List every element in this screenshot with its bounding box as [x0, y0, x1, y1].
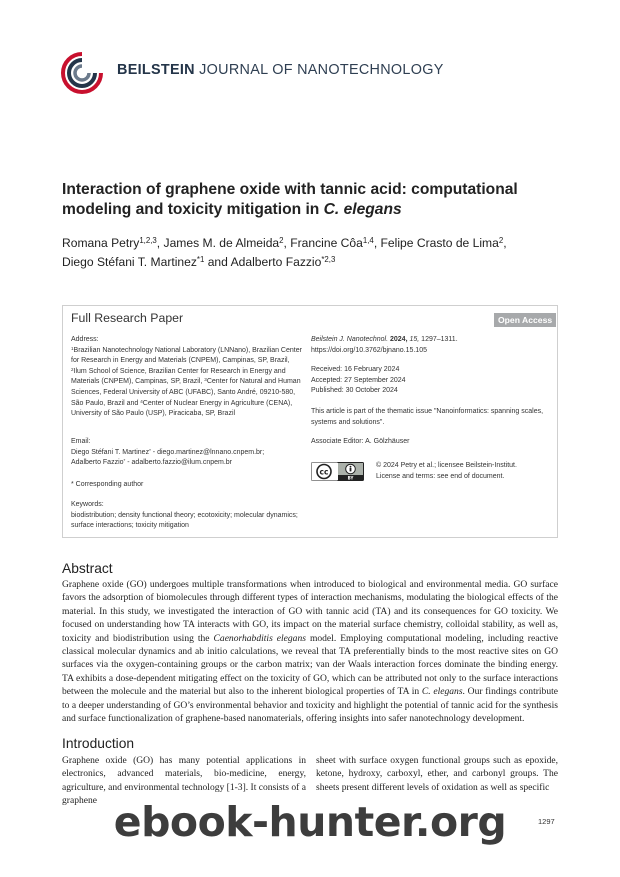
published-date: Published: 30 October 2024	[311, 387, 398, 395]
author: James M. de Almeida$^2$	[163, 236, 284, 250]
copyright-notice	[376, 461, 556, 482]
author: Adalberto Fazzio$^{*2,3}$	[230, 255, 336, 269]
email-label: Email:	[71, 438, 91, 445]
citation: Beilstein J. Nanotechnol. 2024, 15, 1297–1311. https://doi.org/10.3762/bjnano.15.105	[311, 335, 551, 356]
title-species: C. elegans	[323, 201, 402, 218]
article-title	[62, 180, 562, 220]
accepted-date: Accepted: 27 September 2024	[311, 376, 406, 384]
author: Felipe Crasto de Lima$^2$	[380, 236, 504, 250]
journal-name	[117, 62, 444, 78]
email-entry[interactable]: Adalberto Fazzio* - adalberto.fazzio@ilum.cnpem.br	[71, 458, 233, 467]
journal-name-bold: BEILSTEIN	[117, 62, 195, 78]
address-label: Address:	[71, 336, 99, 343]
keywords-text: biodistribution; density functional theory; ecotoxicity; molecular dynamics; surface interactions; toxicity mitigation	[71, 511, 298, 530]
authors-and: and	[207, 255, 228, 269]
doi-link[interactable]: https://doi.org/10.3762/bjnano.15.105	[311, 346, 427, 354]
received-date: Received: 16 February 2024	[311, 366, 400, 373]
keywords-label: Keywords:	[71, 501, 104, 508]
keywords-section	[71, 500, 303, 532]
abstract-body: Graphene oxide (GO) undergoes multiple transformations when introduced to biological and environmental media. GO surface favors the adsorption of biomolecules through different types of interaction mechanisms, modulating the biological effects of the material. In this study, we investigated the interaction of GO with tannic acid (TA) and its consequences for GO toxicity. We focused on understanding how TA interacts with GO, its impact on the material surface chemistry, colloidal stability, as well as, toxicity and biodistribution using the Caenorhabditis elegans model. Employing computational modeling, including reactive classical molecular dynamics and ab initio calculations, we reveal that TA preferentially binds to the most reactive sites on GO surfaces via the oxygen-containing groups or the carbon matrix; van der Waals interaction forces dominate the binding energy. TA exhibits a dose-dependent mitigating effect on the toxicity of GO, which can be attributed not only to the surface interactions between the molecule and the material but also to the inherent biological properties of TA in C. elegans. Our findings contribute to a deeper understanding of GO’s environmental behavior and toxicity and highlight the potential of tannic acid for the synthesis and surface functionalization of graphene-based nanomaterials, offering insights into safer nanotechnology development.	[62, 579, 558, 725]
author: Diego Stéfani T. Martinez$^{*1}$	[62, 255, 205, 269]
introduction-column-2: sheet with surface oxygen functional groups such as epoxide, ketone, hydroxy, carboxyl, ether, and carbonyl groups. The sheets present different levels of oxidation as well as specific	[316, 755, 558, 793]
watermark: ebook-hunter.org	[113, 798, 507, 846]
license-badge-text: BY	[347, 475, 354, 481]
corresponding-note: * Corresponding author	[71, 481, 144, 488]
email-entry[interactable]: Diego Stéfani T. Martinez* - diego.martinez@lnnano.cnpem.br;	[71, 447, 265, 456]
introduction-column-1: Graphene oxide (GO) has many potential applications in electronics, advanced materials, bio-medicine, energy, agriculture, and environmental technology [1-3]. It consists of a graphene	[62, 755, 306, 807]
cc-by-license-icon[interactable]	[311, 462, 364, 481]
journal-name-rest: JOURNAL OF NANOTECHNOLOGY	[199, 62, 444, 78]
page-number: 1297	[538, 817, 555, 826]
open-access-badge[interactable]: Open Access	[494, 313, 556, 327]
beilstein-logo-icon	[60, 51, 104, 95]
author: Francine Côa$^{1,4}$	[290, 236, 374, 250]
address-text: $^1$Brazilian Nanotechnology National Laboratory (LNNano), Brazilian Center for Research in Energy and Materials (CNPEM), Campinas, SP, Brazil, $^2$Ilum School of Science, Brazilian Center for Research in Energy and Materials (CNPEM), Campinas, SP, Brazil, $^3$Center for Natural and Human Sciences, Federal University of ABC (UFABC), Santo André, 09210-580, São Paulo, Brazil and $^4$Center of Nuclear Energy in Agriculture (CENA), University of São Paulo (USP), Piracicaba, SP, Brazil	[71, 345, 302, 418]
address-section	[71, 335, 303, 420]
svg-text:cc: cc	[319, 467, 329, 477]
abstract-heading: Abstract	[62, 561, 113, 576]
introduction-heading: Introduction	[62, 736, 135, 751]
thematic-issue[interactable]: This article is part of the thematic issue "Nanoinformatics: spanning scales, systems and solutions".	[311, 408, 544, 426]
license-terms[interactable]: License and terms: see end of document.	[376, 472, 505, 480]
email-section	[71, 437, 303, 469]
title-text: Interaction of graphene oxide with tannic acid: computational modeling and toxicity mitigation in	[62, 181, 518, 218]
copyright-text: © 2024 Petry et al.; licensee Beilstein-Institut.	[376, 462, 517, 469]
associate-editor: Associate Editor: A. Gölzhäuser	[311, 438, 410, 445]
author-list: Romana Petry$^{1,2,3}$, James M. de Almeida$^2$, Francine Côa$^{1,4}$, Felipe Crasto de Lima$^2$, Diego Stéfani T. Martinez$^{*1}$ and Adalberto Fazzio$^{*2,3}$	[62, 236, 507, 269]
article-type: Full Research Paper	[71, 311, 184, 325]
author: Romana Petry$^{1,2,3}$	[62, 236, 157, 250]
article-dates	[311, 365, 551, 397]
